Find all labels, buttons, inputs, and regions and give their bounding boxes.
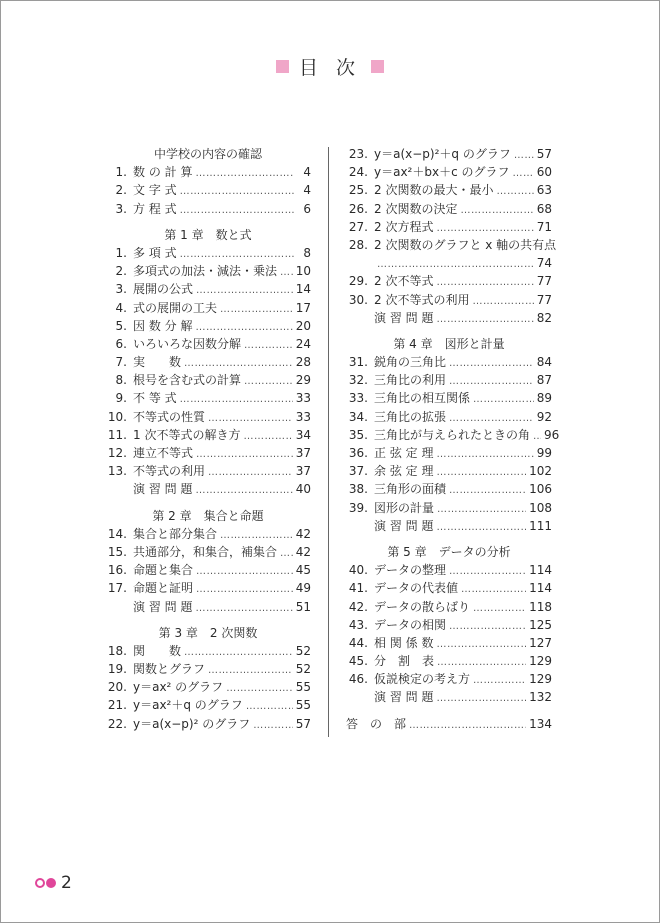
leader-dots — [472, 293, 533, 311]
leader-dots — [436, 690, 526, 708]
entry-page: 129 — [529, 654, 552, 669]
toc-entry[interactable] — [105, 642, 311, 660]
entry-number: 14. — [107, 526, 127, 541]
toc-entry[interactable] — [346, 353, 552, 371]
entry-number: 16. — [107, 563, 127, 578]
entry-page: 55 — [295, 680, 311, 695]
entry-page: 129 — [529, 672, 552, 687]
entry-title: データの散らばり — [374, 599, 471, 614]
leader-dots — [196, 563, 293, 581]
entry-page: 17 — [295, 300, 311, 315]
entry-page: 55 — [295, 698, 311, 713]
entry-title: 演 習 問 題 — [374, 690, 434, 705]
toc-left-column — [105, 145, 311, 733]
entry-page: 42 — [295, 526, 311, 541]
entry-title: y＝a(x−p)²＋q のグラフ — [374, 147, 511, 161]
entry-number: 41. — [348, 581, 368, 596]
entry-page: 125 — [529, 617, 552, 632]
entry-page: 87 — [536, 373, 552, 388]
entry-title: 数 の 計 算 — [133, 165, 193, 180]
leader-dots — [195, 165, 294, 183]
entry-title: 連立不等式 — [133, 446, 194, 460]
entry-number: 3. — [115, 201, 127, 216]
entry-number: 5. — [115, 318, 127, 333]
entry-page: 33 — [295, 391, 311, 406]
entry-number: 39. — [348, 500, 368, 515]
entry-title: 2 次関数のグラフと x 軸の共有点 — [374, 237, 557, 252]
entry-page: 60 — [536, 165, 552, 180]
toc-entry[interactable] — [105, 371, 311, 389]
entry-page: 102 — [529, 464, 552, 479]
page-number-footer — [35, 873, 72, 893]
entry-title: 不等式の利用 — [133, 464, 206, 479]
toc-entry[interactable] — [346, 634, 552, 652]
leader-dots — [436, 519, 526, 537]
entry-page: 4 — [303, 183, 311, 198]
toc-entry[interactable] — [346, 652, 552, 670]
toc-entry[interactable] — [346, 254, 552, 272]
chapter-heading: 中学校の内容の確認 — [153, 147, 262, 161]
entry-number: 38. — [348, 482, 368, 497]
pink-square-icon — [276, 60, 289, 73]
toc-entry[interactable] — [105, 426, 311, 444]
toc-entry[interactable] — [346, 236, 557, 254]
entry-number: 31. — [348, 355, 368, 370]
entry-page: 57 — [536, 147, 552, 161]
toc-entry[interactable] — [105, 163, 311, 181]
entry-title: 演 習 問 題 — [133, 482, 193, 497]
entry-title: 関数とグラフ — [133, 662, 206, 677]
toc-entry[interactable] — [105, 579, 311, 597]
entry-number: 24. — [348, 165, 368, 180]
entry-number: 12. — [107, 446, 127, 460]
entry-number: 3. — [115, 282, 127, 297]
leader-dots — [473, 391, 534, 409]
page-number: 2 — [61, 873, 72, 893]
entry-title: 三角比の拡張 — [374, 409, 447, 424]
entry-page: 8 — [303, 245, 311, 260]
toc-entry[interactable] — [346, 309, 552, 327]
entry-page: 24 — [295, 336, 311, 351]
entry-number: 9. — [115, 391, 127, 406]
entry-title: 2 次不等式 — [374, 274, 434, 289]
entry-title: 関 数 — [133, 643, 182, 658]
leader-dots — [449, 355, 534, 373]
toc-entry[interactable] — [346, 561, 552, 579]
toc-entry[interactable] — [105, 696, 311, 714]
entry-title: 命題と集合 — [133, 563, 194, 578]
entry-title: 命題と証明 — [133, 581, 194, 596]
entry-page: 40 — [295, 482, 311, 497]
entry-number: 7. — [115, 355, 127, 370]
chapter-heading: 第 1 章 数と式 — [164, 227, 252, 242]
leader-dots — [473, 672, 526, 690]
entry-number: 26. — [348, 201, 368, 216]
entry-number: 11. — [107, 427, 127, 442]
toc-entry[interactable] — [346, 715, 552, 733]
entry-page: 4 — [303, 165, 311, 180]
toc-entry[interactable] — [105, 660, 311, 678]
toc-title — [1, 53, 659, 80]
entry-page: 82 — [536, 310, 552, 325]
toc-entry[interactable] — [346, 371, 552, 389]
entry-title: 演 習 問 題 — [374, 310, 434, 325]
entry-title: 方 程 式 — [133, 201, 177, 216]
entry-number: 33. — [348, 391, 368, 406]
entry-number: 37. — [348, 464, 368, 479]
leader-dots — [449, 563, 526, 581]
leader-dots — [449, 618, 526, 636]
entry-page: 51 — [295, 599, 311, 614]
entry-title: 展開の公式 — [133, 282, 194, 297]
leader-dots — [473, 600, 526, 618]
leader-dots — [196, 446, 293, 464]
leader-dots — [436, 446, 533, 464]
toc-entry[interactable] — [346, 579, 552, 597]
dot-icon — [46, 878, 56, 888]
entry-title: 共通部分，和集合，補集合 — [133, 544, 278, 559]
entry-number: 2. — [115, 264, 127, 279]
entry-number: 21. — [107, 698, 127, 713]
column-divider — [328, 147, 329, 737]
toc-entry[interactable] — [105, 335, 311, 353]
entry-title: 相 関 係 数 — [374, 635, 434, 650]
toc-entry[interactable] — [105, 408, 311, 426]
leader-dots — [436, 464, 526, 482]
leader-dots — [449, 482, 526, 500]
leader-dots — [196, 581, 293, 599]
toc-entry[interactable] — [346, 499, 552, 517]
entry-title: 多 項 式 — [133, 245, 177, 260]
leader-dots — [280, 264, 293, 282]
toc-entry[interactable] — [346, 462, 552, 480]
entry-title: 式の展開の工夫 — [133, 300, 218, 315]
entry-title: 答 の 部 — [346, 716, 407, 731]
entry-number: 2. — [115, 183, 127, 198]
entry-page: 71 — [536, 219, 552, 234]
entry-number: 40. — [348, 563, 368, 578]
toc-right-column — [346, 145, 560, 733]
entry-number: 42. — [348, 599, 368, 614]
leader-dots — [460, 202, 533, 220]
leader-dots — [180, 183, 294, 201]
entry-page: 20 — [295, 318, 311, 333]
entry-page: 34 — [295, 427, 311, 442]
entry-number: 20. — [107, 680, 127, 695]
entry-page: 28 — [295, 355, 311, 370]
entry-page: 77 — [536, 292, 552, 307]
toc-entry[interactable] — [105, 561, 311, 579]
entry-title: 演 習 問 題 — [374, 518, 434, 533]
toc-entry[interactable] — [105, 299, 311, 317]
entry-title: 不 等 式 — [133, 391, 177, 406]
toc-entry[interactable] — [105, 317, 311, 335]
entry-title: 集合と部分集合 — [133, 526, 218, 541]
entry-title: 2 次関数の最大・最小 — [374, 183, 494, 198]
toc-entry[interactable] — [105, 525, 311, 543]
leader-dots — [220, 301, 293, 319]
toc-entry[interactable] — [105, 543, 311, 561]
leader-dots — [208, 464, 293, 482]
entry-number: 19. — [107, 662, 127, 677]
toc-entry[interactable] — [346, 200, 552, 218]
toc-entry[interactable] — [105, 262, 311, 280]
entry-page: 99 — [536, 446, 552, 460]
toc-entry[interactable] — [346, 517, 552, 535]
leader-dots — [180, 202, 294, 220]
entry-page: 114 — [529, 581, 552, 596]
entry-title: 2 次方程式 — [374, 219, 434, 234]
toc-entry[interactable] — [346, 670, 552, 688]
toc-entry[interactable] — [346, 426, 560, 444]
entry-title: 余 弦 定 理 — [374, 464, 434, 479]
entry-number: 29. — [348, 274, 368, 289]
entry-number: 45. — [348, 654, 368, 669]
toc-entry[interactable] — [346, 408, 552, 426]
toc-entry[interactable] — [346, 163, 552, 181]
entry-number: 23. — [348, 147, 368, 161]
chapter-heading: 第 5 章 データの分析 — [387, 544, 511, 559]
leader-dots — [280, 545, 293, 563]
entry-page: 127 — [529, 635, 552, 650]
leader-dots — [436, 636, 526, 654]
leader-dots — [195, 482, 292, 500]
entry-title: y＝ax² のグラフ — [133, 680, 224, 695]
toc-entry[interactable] — [105, 181, 311, 199]
toc-entry[interactable] — [105, 715, 311, 733]
leader-dots — [246, 698, 293, 716]
entry-number: 28. — [348, 237, 368, 252]
entry-number: 13. — [107, 464, 127, 479]
entry-page: 42 — [295, 544, 311, 559]
entry-title: 実 数 — [133, 355, 182, 370]
entry-page: 118 — [529, 599, 552, 614]
toc-entry[interactable] — [105, 462, 311, 480]
entry-title: 文 字 式 — [133, 183, 177, 198]
entry-page: 132 — [529, 690, 552, 705]
entry-number: 34. — [348, 409, 368, 424]
entry-title: 多項式の加法・減法・乗法 — [133, 264, 278, 279]
entry-title: 三角比の利用 — [374, 373, 447, 388]
entry-title: 正 弦 定 理 — [374, 446, 434, 460]
leader-dots — [496, 183, 533, 201]
toc-entry[interactable] — [105, 280, 311, 298]
toc-entry[interactable] — [346, 444, 552, 462]
entry-page: 84 — [536, 355, 552, 370]
entry-title: 三角比が与えられたときの角 — [374, 427, 531, 442]
entry-page: 106 — [529, 482, 552, 497]
entry-title: 分 割 表 — [374, 654, 435, 669]
toc-entry[interactable] — [105, 353, 311, 371]
toc-entry[interactable] — [105, 678, 311, 696]
entry-page: 74 — [536, 256, 552, 271]
entry-title: 三角比の相互関係 — [374, 391, 471, 406]
toc-entry[interactable] — [346, 145, 552, 163]
entry-number: 30. — [348, 292, 368, 307]
leader-dots — [514, 147, 534, 165]
entry-page: 114 — [529, 563, 552, 578]
leader-dots — [409, 717, 526, 735]
leader-dots — [461, 581, 526, 599]
entry-title: データの代表値 — [374, 581, 459, 596]
chapter-heading: 第 3 章 2 次関数 — [158, 625, 258, 640]
entry-page: 108 — [529, 500, 552, 515]
entry-number: 35. — [348, 427, 368, 442]
entry-title: 図形の計量 — [374, 500, 435, 515]
toc-entry[interactable] — [346, 181, 552, 199]
entry-page: 134 — [529, 716, 552, 731]
entry-page: 14 — [295, 282, 311, 297]
entry-number: 1. — [115, 165, 127, 180]
entry-number: 18. — [107, 643, 127, 658]
chapter-heading: 第 2 章 集合と命題 — [152, 508, 264, 523]
entry-page: 63 — [536, 183, 552, 198]
entry-title: データの整理 — [374, 563, 447, 578]
leader-dots — [243, 428, 292, 446]
entry-number: 17. — [107, 581, 127, 596]
toc-entry[interactable] — [105, 200, 311, 218]
leader-dots — [437, 501, 526, 519]
entry-title: 1 次不等式の解き方 — [133, 427, 241, 442]
toc-entry[interactable] — [105, 598, 311, 616]
entry-title: y＝ax²＋bx＋c のグラフ — [374, 165, 510, 180]
entry-title: y＝ax²＋q のグラフ — [133, 698, 243, 713]
chapter-heading: 第 4 章 図形と計量 — [393, 336, 505, 351]
toc-entry[interactable] — [346, 389, 552, 407]
entry-number: 32. — [348, 373, 368, 388]
entry-number: 8. — [115, 373, 127, 388]
entry-title: 2 次関数の決定 — [374, 201, 458, 216]
entry-title: 演 習 問 題 — [133, 599, 193, 614]
entry-number: 46. — [348, 672, 368, 687]
entry-title: 仮説検定の考え方 — [374, 672, 471, 687]
entry-number: 36. — [348, 446, 368, 460]
title-text: 目 次 — [298, 57, 362, 79]
leader-dots — [513, 165, 534, 183]
toc-entry[interactable] — [105, 389, 311, 407]
entry-title: 因 数 分 解 — [133, 318, 193, 333]
entry-page: 52 — [295, 643, 311, 658]
entry-page: 6 — [303, 201, 311, 216]
entry-page: 52 — [295, 662, 311, 677]
entry-number: 44. — [348, 635, 368, 650]
entry-page: 89 — [536, 391, 552, 406]
entry-number: 22. — [107, 716, 127, 731]
ring-icon — [35, 878, 45, 888]
entry-page: 49 — [295, 581, 311, 596]
entry-number: 1. — [115, 245, 127, 260]
entry-title: 鋭角の三角比 — [374, 355, 447, 370]
entry-page: 29 — [295, 373, 311, 388]
entry-title: 不等式の性質 — [133, 409, 206, 424]
toc-entry[interactable] — [346, 598, 552, 616]
leader-dots — [244, 373, 293, 391]
entry-page: 37 — [295, 464, 311, 479]
entry-page: 96 — [544, 427, 560, 442]
entry-number: 4. — [115, 300, 127, 315]
toc-entry[interactable] — [346, 616, 552, 634]
toc-entry[interactable] — [105, 444, 311, 462]
entry-page: 68 — [536, 201, 552, 216]
entry-number: 25. — [348, 183, 368, 198]
entry-page: 45 — [295, 563, 311, 578]
entry-page: 111 — [529, 518, 552, 533]
entry-number: 15. — [107, 544, 127, 559]
entry-page: 10 — [295, 264, 311, 279]
entry-number: 43. — [348, 617, 368, 632]
entry-title: 三角形の面積 — [374, 482, 447, 497]
entry-page: 33 — [295, 409, 311, 424]
leader-dots — [244, 337, 293, 355]
entry-number: 27. — [348, 219, 368, 234]
entry-title: y＝a(x−p)² のグラフ — [133, 716, 251, 731]
entry-title: 根号を含む式の計算 — [133, 373, 242, 388]
entry-title: いろいろな因数分解 — [133, 336, 242, 351]
toc-entry[interactable] — [346, 480, 552, 498]
entry-title: データの相関 — [374, 617, 447, 632]
leader-dots — [436, 311, 533, 329]
pink-square-icon — [371, 60, 384, 73]
entry-page: 77 — [536, 274, 552, 289]
entry-page: 37 — [295, 446, 311, 460]
entry-page: 57 — [295, 716, 311, 731]
toc-entry[interactable] — [346, 218, 552, 236]
entry-number: 6. — [115, 336, 127, 351]
leader-dots — [195, 600, 292, 618]
toc-entry[interactable] — [346, 688, 552, 706]
toc-entry[interactable] — [105, 480, 311, 498]
entry-number: 10. — [107, 409, 127, 424]
toc-entry[interactable] — [346, 272, 552, 290]
leader-dots — [253, 717, 293, 735]
toc-entry[interactable] — [105, 244, 311, 262]
entry-title: 2 次不等式の利用 — [374, 292, 470, 307]
entry-page: 92 — [536, 409, 552, 424]
toc-entry[interactable] — [346, 291, 552, 309]
